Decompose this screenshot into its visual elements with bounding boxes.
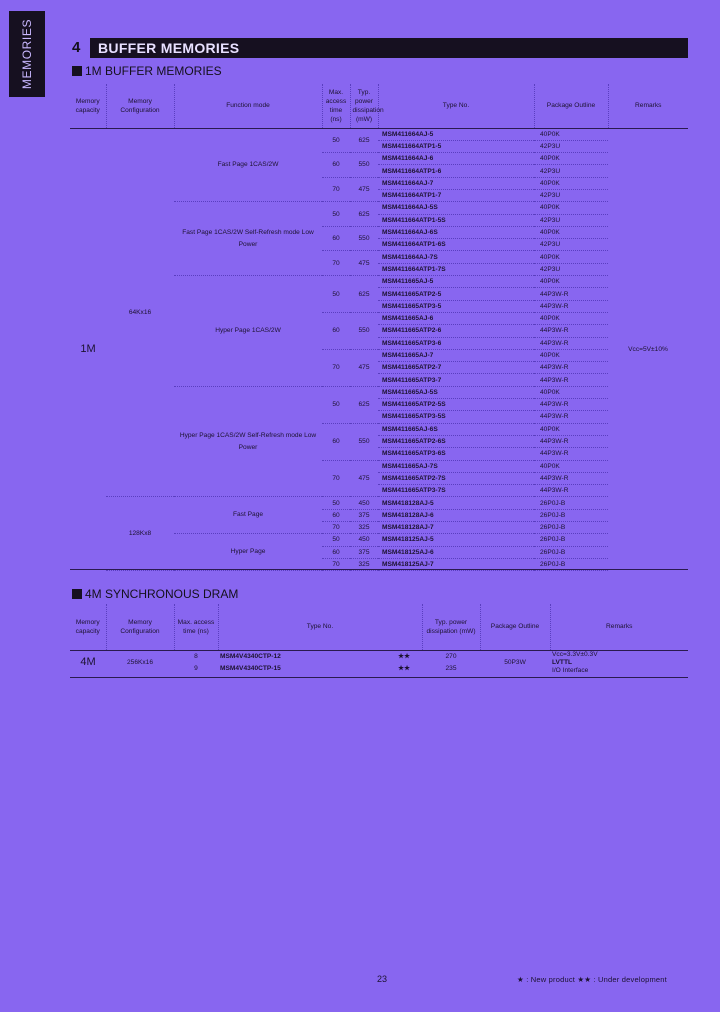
header-power: Typ. power dissipation (mW)	[422, 604, 480, 650]
chapter-number: 4	[72, 39, 81, 56]
access-time-cell: 60	[322, 226, 350, 251]
package-cell: 44P3W-R	[534, 362, 608, 374]
access-time-cell: 50	[322, 202, 350, 227]
power-cell: 235	[445, 664, 457, 672]
type-no-cell: MSM411665ATP2-5	[378, 288, 534, 300]
access-time-cell: 60	[322, 423, 350, 460]
access-time-cell: 50	[322, 534, 350, 546]
package-cell: 40P0K	[534, 226, 608, 238]
type-no-cell: MSM411665ATP3-5S	[378, 411, 534, 423]
type-no-cell: MSM411665ATP3-6	[378, 337, 534, 349]
package-cell: 44P3W-R	[534, 325, 608, 337]
power-cell: 550	[350, 153, 378, 178]
table-row	[70, 650, 688, 662]
access-time-cell: 70	[322, 460, 350, 497]
header-configuration: Memory Configuration	[106, 604, 174, 650]
power-cell: 375	[350, 509, 378, 521]
type-no-cell: MSM418125AJ-6	[378, 546, 534, 558]
header-access-time: Max. access time (ns)	[322, 84, 350, 128]
type-no-cell: MSM411665ATP3-6S	[378, 448, 534, 460]
package-cell: 40P0K	[534, 423, 608, 435]
power-cell: 625	[350, 202, 378, 227]
function-mode-cell: Hyper Page	[174, 534, 322, 571]
package-cell: 26P0J-B	[534, 509, 608, 521]
remarks-line-3: I/O Interface	[552, 666, 589, 674]
power-cell: 450	[350, 534, 378, 546]
type-no-cell: MSM411665ATP2-6	[378, 325, 534, 337]
power-cell: 325	[350, 522, 378, 534]
type-no-cell: MSM418128AJ-7	[378, 522, 534, 534]
section-1m-title: 1M BUFFER MEMORIES	[85, 64, 222, 78]
package-cell: 42P3U	[534, 140, 608, 152]
access-time-cell: 50	[322, 386, 350, 423]
table-1m-bottom-rule	[70, 569, 688, 570]
section-1m-heading	[72, 64, 222, 78]
header-access-time: Max. access time (ns)	[174, 604, 218, 650]
header-function-mode: Function mode	[174, 84, 322, 128]
type-no-cell: MSM411664AJ-5	[378, 128, 534, 140]
package-cell: 44P3W-R	[534, 300, 608, 312]
table-row	[70, 128, 688, 140]
type-no-cell: MSM411664ATP1-5S	[378, 214, 534, 226]
access-time-cell: 8	[194, 652, 198, 660]
package-cell: 40P0K	[534, 128, 608, 140]
function-mode-cell: Hyper Page 1CAS/2W	[174, 276, 322, 387]
type-no-cell: MSM411665AJ-5S	[378, 386, 534, 398]
access-time-cell: 60	[322, 153, 350, 178]
package-cell: 44P3W-R	[534, 435, 608, 447]
remarks-cell	[550, 650, 688, 675]
type-no-cell: MSM411664ATP1-6	[378, 165, 534, 177]
package-cell: 44P3W-R	[534, 448, 608, 460]
chapter-title-label: BUFFER MEMORIES	[90, 38, 688, 58]
package-cell: 40P0K	[534, 153, 608, 165]
type-no-cell	[218, 650, 422, 662]
package-cell: 40P0K	[534, 312, 608, 324]
package-cell: 44P3W-R	[534, 337, 608, 349]
remarks-cell: Vcc=5V±10%	[628, 346, 668, 354]
table-4m-sdram	[70, 604, 688, 675]
header-package: Package Outline	[480, 604, 550, 650]
power-cell: 475	[350, 177, 378, 202]
package-cell: 26P0J-B	[534, 497, 608, 509]
header-type-no: Type No.	[218, 604, 422, 650]
package-cell: 44P3W-R	[534, 399, 608, 411]
remarks-line-2: LVTTL	[552, 658, 573, 666]
package-cell: 40P0K	[534, 386, 608, 398]
side-tab	[9, 11, 45, 97]
package-cell: 40P0K	[534, 460, 608, 472]
configuration-cell: 256Kx16	[126, 659, 154, 666]
function-mode-cell: Fast Page	[174, 497, 322, 534]
chapter-title	[72, 38, 688, 58]
power-cell: 475	[350, 251, 378, 276]
package-cell: 26P0J-B	[534, 522, 608, 534]
access-time-cell: 50	[322, 276, 350, 313]
package-cell: 44P3W-R	[534, 374, 608, 386]
access-time-cell: 70	[322, 522, 350, 534]
power-cell: 625	[350, 128, 378, 153]
square-bullet-icon	[72, 66, 82, 76]
access-time-cell: 50	[322, 497, 350, 509]
package-cell: 42P3U	[534, 239, 608, 251]
page-number: 23	[377, 974, 388, 984]
type-no-cell: MSM411664ATP1-6S	[378, 239, 534, 251]
function-mode-cell: Fast Page 1CAS/2W Self-Refresh mode Low Power	[174, 202, 322, 276]
function-mode-cell: Hyper Page 1CAS/2W Self-Refresh mode Low Power	[174, 386, 322, 497]
package-cell: 40P0K	[534, 202, 608, 214]
section-4m-heading	[72, 587, 238, 601]
type-no-cell: MSM411665ATP3-7	[378, 374, 534, 386]
type-no-cell: MSM411664AJ-6	[378, 153, 534, 165]
type-no-cell: MSM411665AJ-6	[378, 312, 534, 324]
type-no-text: MSM4V4340CTP-15	[220, 664, 281, 672]
capacity-cell: 1M	[80, 343, 96, 356]
package-cell: 26P0J-B	[534, 546, 608, 558]
type-no-cell: MSM411665AJ-7S	[378, 460, 534, 472]
package-cell: 26P0J-B	[534, 558, 608, 570]
type-no-cell: MSM411665ATP2-5S	[378, 399, 534, 411]
type-no-cell: MSM418128AJ-5	[378, 497, 534, 509]
package-cell: 40P0K	[534, 251, 608, 263]
power-cell: 550	[350, 423, 378, 460]
type-no-cell: MSM411664AJ-5S	[378, 202, 534, 214]
header-type-no: Type No.	[378, 84, 534, 128]
power-cell: 325	[350, 558, 378, 570]
remarks-line-1: Vcc=3.3V±0.3V	[552, 650, 598, 658]
type-no-cell: MSM411665ATP2-7	[378, 362, 534, 374]
type-no-cell: MSM411665ATP3-5	[378, 300, 534, 312]
table-1m-buffer	[70, 84, 688, 571]
package-cell: 44P3W-R	[534, 288, 608, 300]
header-configuration: Memory Configuration	[106, 84, 174, 128]
power-cell: 270	[445, 652, 457, 660]
access-time-cell: 70	[322, 251, 350, 276]
capacity-cell: 4M	[80, 656, 96, 668]
status-mark: ★★	[398, 664, 410, 672]
access-time-cell: 9	[194, 664, 198, 672]
configuration-cell: 64Kx16	[106, 128, 174, 497]
function-mode-cell: Fast Page 1CAS/2W	[174, 128, 322, 202]
package-cell: 42P3U	[534, 263, 608, 275]
package-cell: 44P3W-R	[534, 411, 608, 423]
access-time-cell: 70	[322, 349, 350, 386]
type-no-cell: MSM411664AJ-7S	[378, 251, 534, 263]
square-bullet-icon	[72, 589, 82, 599]
header-capacity: Memory capacity	[70, 604, 106, 650]
status-mark: ★★	[398, 652, 410, 660]
power-cell: 550	[350, 226, 378, 251]
package-cell: 40P0K	[534, 276, 608, 288]
type-no-cell: MSM411664AJ-6S	[378, 226, 534, 238]
type-no-cell: MSM411665ATP3-7S	[378, 485, 534, 497]
package-cell: 42P3U	[534, 189, 608, 201]
power-cell: 475	[350, 460, 378, 497]
header-remarks: Remarks	[550, 604, 688, 650]
section-4m-title: 4M SYNCHRONOUS DRAM	[85, 587, 239, 601]
table-1m-body	[70, 128, 688, 571]
access-time-cell: 60	[322, 312, 350, 349]
power-cell: 475	[350, 349, 378, 386]
type-no-cell: MSM418125AJ-7	[378, 558, 534, 570]
power-cell: 625	[350, 386, 378, 423]
access-time-cell: 70	[322, 177, 350, 202]
type-no-cell	[218, 662, 422, 674]
side-tab-label: MEMORIES	[20, 18, 34, 90]
power-cell: 375	[350, 546, 378, 558]
type-no-cell: MSM418125AJ-5	[378, 534, 534, 546]
type-no-cell: MSM411665ATP2-6S	[378, 435, 534, 447]
access-time-cell: 70	[322, 558, 350, 570]
header-capacity: Memory capacity	[70, 84, 106, 128]
package-cell: 40P0K	[534, 349, 608, 361]
type-no-cell: MSM411665AJ-5	[378, 276, 534, 288]
package-cell: 50P3W	[504, 659, 526, 666]
type-no-cell: MSM411664ATP1-7	[378, 189, 534, 201]
type-no-cell: MSM411665AJ-6S	[378, 423, 534, 435]
type-no-cell: MSM411665ATP2-7S	[378, 472, 534, 484]
package-cell: 44P3W-R	[534, 472, 608, 484]
type-no-cell: MSM411664ATP1-7S	[378, 263, 534, 275]
type-no-text: MSM4V4340CTP-12	[220, 652, 281, 660]
header-power: Typ. power dissipation (mW)	[350, 84, 378, 128]
header-package: Package Outline	[534, 84, 608, 128]
type-no-cell: MSM411664ATP1-5	[378, 140, 534, 152]
access-time-cell: 60	[322, 546, 350, 558]
legend: ★ : New product ★★ : Under development	[517, 975, 667, 984]
power-cell: 625	[350, 276, 378, 313]
package-cell: 42P3U	[534, 214, 608, 226]
power-cell: 450	[350, 497, 378, 509]
package-cell: 44P3W-R	[534, 485, 608, 497]
access-time-cell: 50	[322, 128, 350, 153]
configuration-cell: 128Kx8	[106, 497, 174, 571]
access-time-cell: 60	[322, 509, 350, 521]
power-cell: 550	[350, 312, 378, 349]
type-no-cell: MSM418128AJ-6	[378, 509, 534, 521]
type-no-cell: MSM411664AJ-7	[378, 177, 534, 189]
package-cell: 26P0J-B	[534, 534, 608, 546]
package-cell: 42P3U	[534, 165, 608, 177]
package-cell: 40P0K	[534, 177, 608, 189]
type-no-cell: MSM411665AJ-7	[378, 349, 534, 361]
table-4m-bottom-rule	[70, 677, 688, 678]
table-row	[70, 497, 688, 509]
header-remarks: Remarks	[608, 84, 688, 128]
